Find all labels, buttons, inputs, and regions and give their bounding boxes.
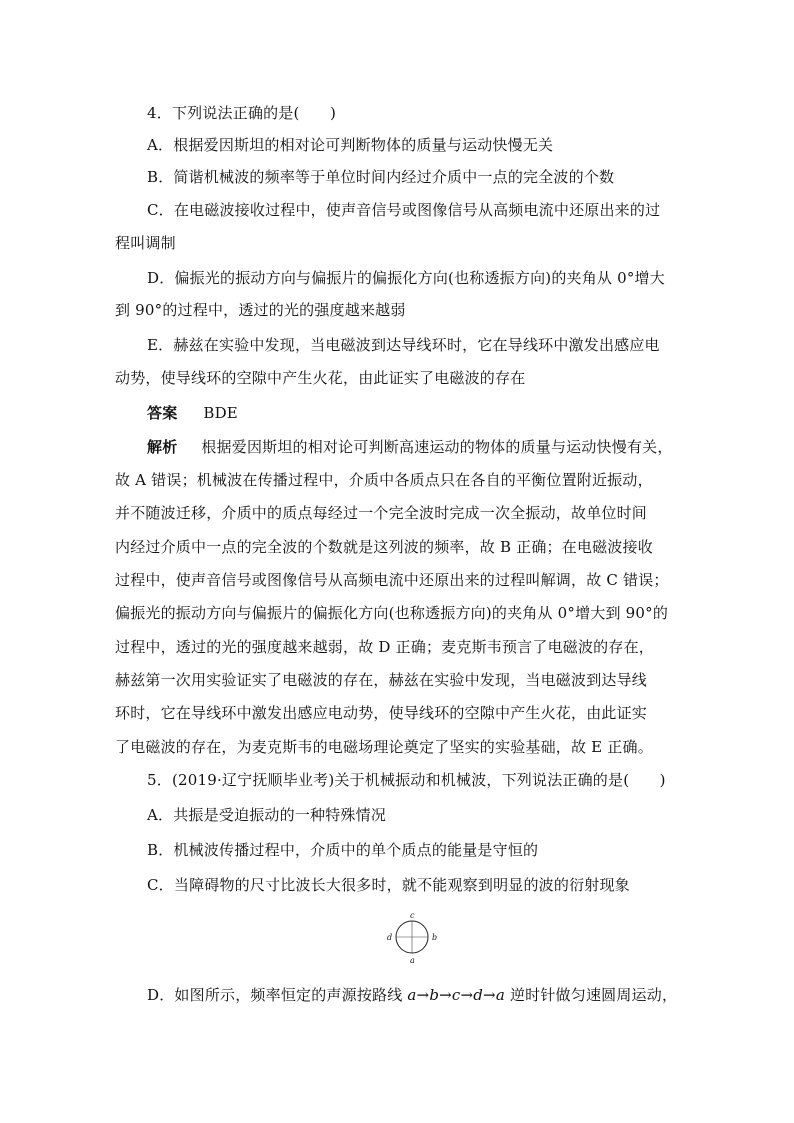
q4-analysis-line7: 过程中，透过的光的强度越来越弱，故 D 正确；麦克斯韦预言了电磁波的存在， [115,638,654,656]
q4-analysis-line1 [147,437,673,457]
q4-answer [147,403,238,423]
q4-analysis-line4: 内经过介质中一点的完全波的个数就是这列波的频率，故 B 正确；在电磁波接收 [115,538,653,556]
q4-option-e-line2: 动势，使导线环的空隙中产生火花，由此证实了电磁波的存在 [115,369,526,387]
q4-analysis-line5: 过程中，使声音信号或图像信号从高频电流中还原出来的过程叫解调，故 C 错误； [115,571,669,589]
answer-label: 答案 [147,404,178,422]
label-b: b [432,933,438,942]
q5-stem: 5．(2019·辽宁抚顺毕业考)关于机械振动和机械波，下列说法正确的是( ) [147,771,666,789]
q5-option-d-prefix: D．如图所示，频率恒定的声源按路线 [147,986,408,1004]
q5-option-c: C．当障碍物的尺寸比波长大很多时，就不能观察到明显的波的衍射现象 [147,876,630,894]
label-c: c [410,911,415,920]
analysis-text: 根据爱因斯坦的相对论可判断高速运动的物体的质量与运动快慢有关， [201,438,673,456]
q4-analysis-line8: 赫兹第一次用实验证实了电磁波的存在，赫兹在实验中发现，当电磁波到达导线 [115,671,648,689]
circle-path-figure [382,910,442,966]
q4-option-c-line1: C．在电磁波接收过程中，使声音信号或图像信号从高频电流中还原出来的过 [147,201,661,219]
q4-option-d-line2: 到 90°的过程中，透过的光的强度越来越弱 [115,301,406,319]
q4-option-c-line2: 程叫调制 [115,234,176,252]
q4-stem: 4．下列说法正确的是( ) [147,104,337,122]
q4-option-b: B．简谐机械波的频率等于单位时间内经过介质中一点的完全波的个数 [147,168,615,186]
analysis-label: 解析 [147,438,178,456]
q4-analysis-line9: 环时，它在导线环中激发出感应电动势，使导线环的空隙中产生火花，由此证实 [115,704,648,722]
q5-option-d-path: a→b→c→d→a [407,986,505,1004]
q4-option-a: A．根据爱因斯坦的相对论可判断物体的质量与运动快慢无关 [147,136,554,154]
q4-analysis-line10: 了电磁波的存在，为麦克斯韦的电磁场理论奠定了坚实的实验基础，故 E 正确。 [115,738,653,756]
q4-option-d-line1: D．偏振光的振动方向与偏振片的偏振化方向(也称透振方向)的夹角从 0°增大 [147,269,665,287]
q4-analysis-line3: 并不随波迁移，介质中的质点每经过一个完全波时完成一次全振动，故单位时间 [115,504,648,522]
q5-option-d-suffix: 逆时针做匀速圆周运动， [504,986,678,1004]
q4-analysis-line6: 偏振光的振动方向与偏振片的偏振化方向(也称透振方向)的夹角从 0°增大到 90°的 [115,604,669,622]
q4-analysis-line2: 故 A 错误；机械波在传播过程中，介质中各质点只在各自的平衡位置附近振动， [115,471,653,489]
q5-option-d [147,985,677,1005]
q5-option-b: B．机械波传播过程中，介质中的单个质点的能量是守恒的 [147,841,539,859]
q4-option-e-line1: E．赫兹在实验中发现，当电磁波到达导线环时，它在导线环中激发出感应电 [147,336,660,354]
label-a: a [410,956,415,965]
q5-option-a: A．共振是受迫振动的一种特殊情况 [147,806,387,824]
answer-value: BDE [203,404,238,422]
label-d: d [387,933,393,942]
